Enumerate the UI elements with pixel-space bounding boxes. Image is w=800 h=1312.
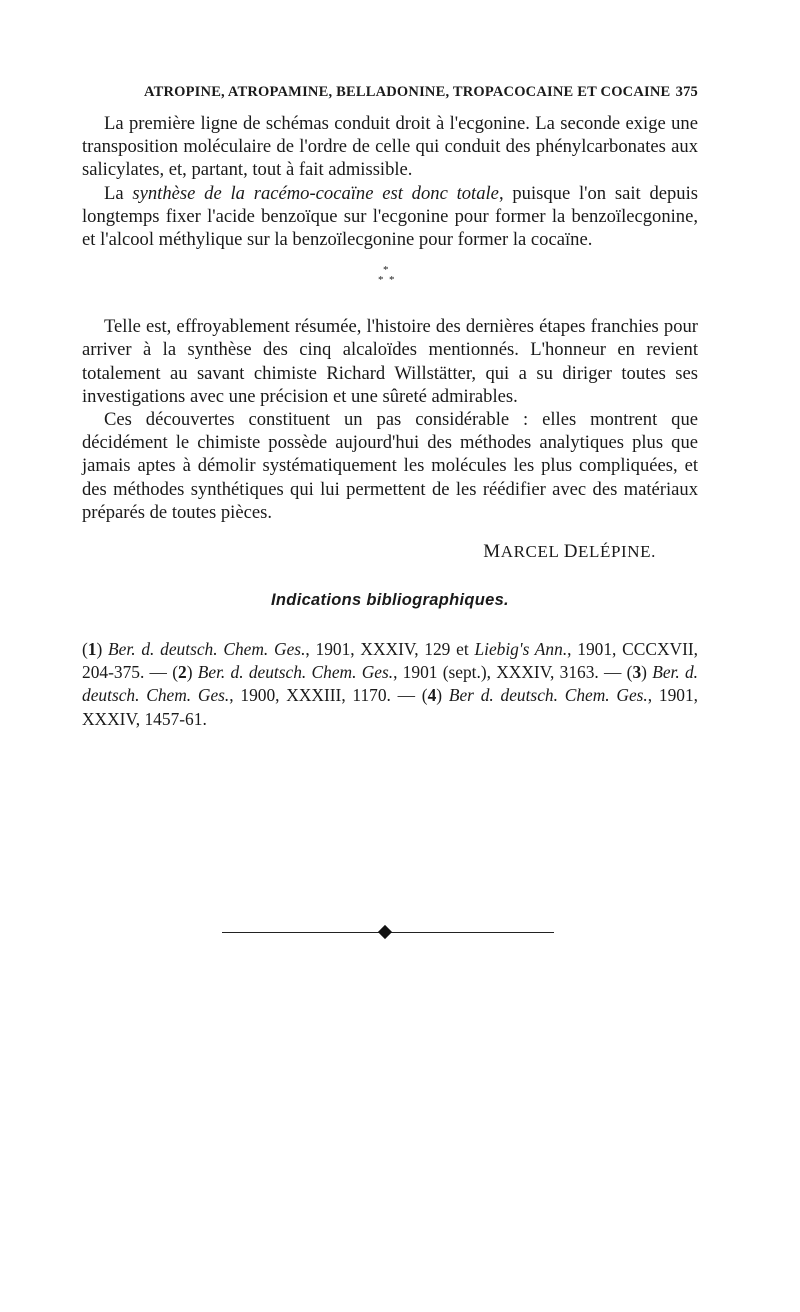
asterism-star: * — [389, 274, 395, 287]
text-block-top — [82, 112, 698, 251]
running-head-title: ATROPINE, ATROPAMINE, BELLADONINE, TROPACOCAINE ET COCAINE — [144, 84, 671, 100]
reference-1: (1) Ber. d. deutsch. Chem. Ges., 1901, XXXIV, 129 et Liebig's Ann., 1901, CCCXVII, 204-375. — [82, 639, 699, 683]
bibliography-list: (1) Ber. d. deutsch. Chem. Ges., 1901, XXXIV, 129 et Liebig's Ann., 1901, CCCXVII, 204-375. — (2) Ber. d. deutsch. Chem. Ges., 1901 (sept.), XXXIV, 3163. — (3) Ber. d. deutsch. Chem. Ges., 1900, XXXIII, 1170. — (4) Ber d. deutsch. Chem. Ges., 1901, XXXIV, 1457-61. — [82, 639, 699, 729]
reference-4: (4) Ber d. deutsch. Chem. Ges., 1901, XXXIV, 1457-61. — [82, 685, 699, 729]
synthesis-emphasis: synthèse de la racémo-cocaïne est donc totale — [132, 182, 499, 204]
paragraph: Ces découvertes constituent un pas considérable : elles montrent que décidément le chimiste possède aujourd'hui des méthodes analytiques plus que jamais aptes à démolir systématiquement les molécules les plus compliquées, et des méthodes synthétiques qui lui permettent de les réédifier avec des matériaux préparés de toutes pièces. — [82, 409, 698, 523]
author-signature: MARCEL DELÉPINE. — [483, 541, 656, 563]
text-block-bottom — [82, 315, 698, 524]
bibliography-heading: Indications bibliographiques. — [271, 591, 509, 610]
diamond-ornament-icon — [378, 925, 392, 939]
asterism-star: * — [383, 264, 389, 277]
reference-2: (2) Ber. d. deutsch. Chem. Ges., 1901 (sept.), XXXIV, 3163. — [172, 662, 599, 683]
paragraph-synthesis — [82, 182, 698, 252]
asterism-separator — [82, 251, 698, 305]
page — [82, 84, 698, 731]
running-head — [144, 84, 698, 106]
page-number: 375 — [675, 84, 698, 100]
reference-3: (3) Ber. d. deutsch. Chem. Ges., 1900, XXXIII, 1170. — [82, 662, 699, 706]
paragraph: Telle est, effroyablement résumée, l'histoire des dernières étapes franchies pour arriver à la synthèse des cinq alcaloïdes mentionnés. L'honneur en revient totalement au savant chimiste Richard Willstätter, qui a su diriger toutes ses investigations avec une précision et une sûreté admirables. — [82, 316, 698, 407]
asterism-star: * — [378, 274, 384, 287]
paragraph: La première ligne de schémas conduit droit à l'ecgonine. La seconde exige une transposition moléculaire de l'ordre de celle qui conduit des phénylcarbonates aux salicylates, et, partant, tout à fait admissible. — [82, 113, 698, 181]
synthesis-prefix: La — [104, 182, 133, 204]
synthesis-rest: , puisque l'on sait depuis longtemps fixer l'acide benzoïque sur l'ecgonine pour former la benzoïlecgonine, et l'alcool méthylique sur la benzoïlecgonine pour former la cocaïne. — [82, 182, 698, 251]
